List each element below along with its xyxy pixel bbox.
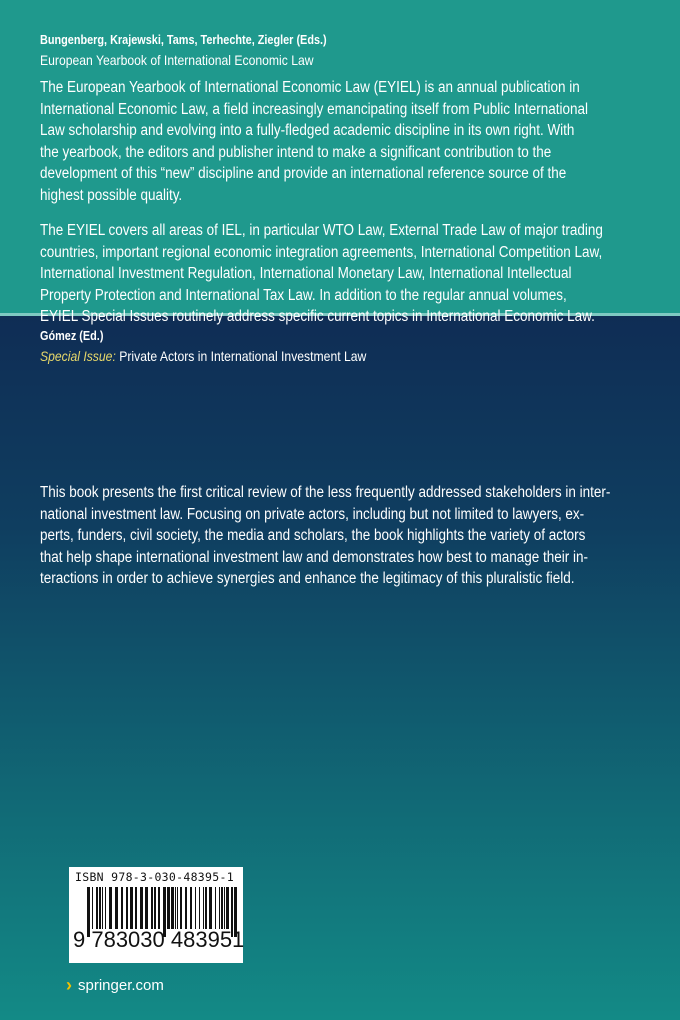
barcode-bar — [154, 887, 156, 929]
series-title: European Yearbook of International Economic Law — [40, 52, 314, 68]
text-line: countries, important regional economic integration agreements, International Competition Law, — [40, 243, 603, 261]
barcode-bar — [226, 887, 229, 929]
text-line: The EYIEL covers all areas of IEL, in particular WTO Law, External Trade Law of major trading — [40, 222, 603, 239]
barcode-bar — [99, 887, 101, 929]
text-line: Property Protection and International Tax Law. In addition to the regular annual volumes, — [40, 286, 567, 304]
barcode-bar — [135, 887, 137, 929]
barcode-bar — [167, 887, 170, 929]
barcode-bar — [151, 887, 153, 929]
barcode-bar — [145, 887, 148, 929]
text-line: This book presents the first critical review of the less frequently addressed stakeholders in inter- — [40, 484, 611, 501]
barcode-bar — [109, 887, 112, 929]
barcode — [69, 867, 243, 963]
text-line: highest possible quality. — [40, 186, 183, 204]
special-issue-label: Special Issue: — [40, 348, 116, 364]
barcode-bar — [209, 887, 212, 929]
barcode-bar — [177, 887, 178, 929]
isbn-label: ISBN 978-3-030-48395-1 — [75, 870, 234, 884]
book-title-text: Private Actors in International Investment Law — [115, 348, 367, 364]
barcode-bar — [215, 887, 216, 929]
barcode-bar — [185, 887, 187, 929]
barcode-bar — [115, 887, 118, 929]
barcode-bar — [96, 887, 98, 929]
barcode-bar — [190, 887, 192, 929]
series-editors: Bungenberg, Krajewski, Tams, Terhechte, Ziegler (Eds.) — [40, 33, 327, 47]
barcode-bar — [203, 887, 204, 929]
text-line: perts, funders, civil society, the media and scholars, the book highlights the variety of actors — [40, 527, 586, 544]
barcode-bar — [221, 887, 223, 929]
barcode-bar — [219, 887, 220, 929]
barcode-bar — [199, 887, 200, 929]
text-line: Law scholarship and evolving into a fully-fledged academic discipline in its own right. With — [40, 122, 575, 139]
text-line: that help shape international investment law and demonstrates how best to manage their in- — [40, 548, 588, 566]
text-line: the yearbook, the editors and publisher intend to make a significant contribution to the — [40, 143, 552, 161]
text-line: International Economic Law, a field increasingly emancipating itself from Public International — [40, 100, 588, 118]
book-editor: Gómez (Ed.) — [40, 329, 104, 343]
barcode-bar — [224, 887, 225, 929]
text-line: The European Yearbook of International Economic Law (EYIEL) is an annual publication in — [40, 79, 580, 96]
text-line: teractions in order to achieve synergies and enhance the legitimacy of this pluralistic field. — [40, 570, 575, 587]
barcode-bar — [195, 887, 196, 929]
barcode-bar — [105, 887, 106, 929]
barcode-bar — [126, 887, 128, 929]
barcode-bar — [205, 887, 207, 929]
text-line: development of this “new” discipline and provide an international reference source of the — [40, 165, 567, 182]
barcode-bar — [102, 887, 103, 929]
barcode-bar — [140, 887, 143, 929]
barcode-bar — [171, 887, 174, 929]
website-text: springer.com — [78, 977, 164, 994]
text-line: EYIEL Special Issues routinely address specific current topics in International Economic Law. — [40, 308, 595, 325]
barcode-digits: 9 783030 483951 — [73, 927, 245, 952]
text-line: national investment law. Focusing on private actors, including but not limited to lawyers, ex- — [40, 505, 585, 523]
text-line: International Investment Regulation, International Monetary Law, International Intellectual — [40, 265, 572, 282]
barcode-bar — [158, 887, 160, 929]
book-title — [40, 346, 366, 366]
barcode-bar — [130, 887, 133, 929]
chevron-right-icon: › — [66, 975, 72, 995]
barcode-bar — [92, 887, 93, 929]
barcode-bar — [180, 887, 182, 929]
barcode-bar — [175, 887, 176, 929]
barcode-bar — [121, 887, 123, 929]
publisher-link[interactable] — [66, 975, 164, 996]
